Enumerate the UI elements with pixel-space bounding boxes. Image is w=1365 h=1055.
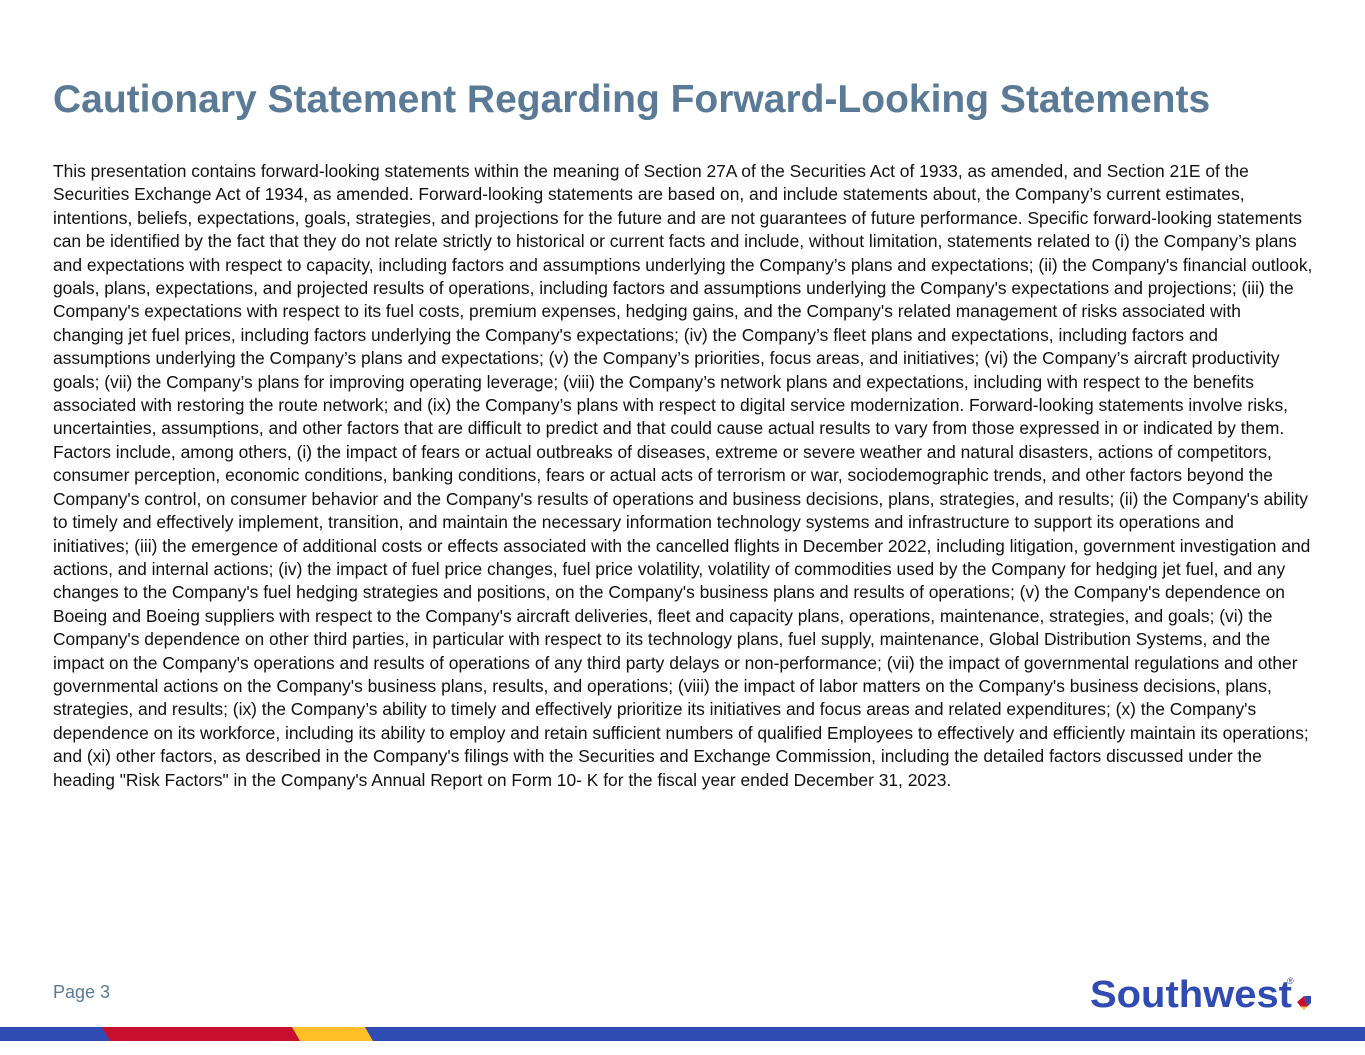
stripe-white-gap [0, 1041, 1365, 1055]
stripe-yellow [292, 1027, 373, 1041]
page-number: Page 3 [53, 982, 111, 1002]
stripe-blue-right [365, 1027, 1365, 1041]
brand-stripe [0, 1025, 1365, 1055]
slide-title: Cautionary Statement Regarding Forward-Looking Statements [53, 78, 1211, 121]
southwest-logo [1088, 968, 1318, 1018]
heart-icon [1297, 996, 1311, 1010]
stripe-blue-left [0, 1027, 120, 1041]
forward-looking-statement-body: This presentation contains forward-looking statements within the meaning of Section 27A of the Securities Act of 1933, as amended, and Section 21E of the Securities Exchange Act of 1934, as amended. Forward-looking statements are based on, and include statements about, the Company’s current estimates, intentions, beliefs, expectations, goals, strategies, and projections for the future and are not guarantees of future performance. Specific forward-looking statements can be identified by the fact that they do not relate strictly to historical or current facts and include, without limitation, statements related to (i) the Company’s plans and expectations with respect to capacity, including factors and assumptions underlying the Company’s plans and expectations; (ii) the Company's financial outlook, goals, plans, expectations, and projected results of operations, including factors and assumptions underlying the Company's expectations and projections; (iii) the Company's expectations with respect to its fuel costs, premium expenses, hedging gains, and the Company's related management of risks associated with changing jet fuel prices, including factors underlying the Company's expectations; (iv) the Company’s fleet plans and expectations, including factors and assumptions underlying the Company’s plans and expectations; (v) the Company’s priorities, focus areas, and initiatives; (vi) the Company’s aircraft productivity goals; (vii) the Company’s plans for improving operating leverage; (viii) the Company’s network plans and expectations, including with respect to the benefits associated with restoring the route network; and (ix) the Company’s plans with respect to digital service modernization. Forward-looking statements involve risks, uncertainties, assumptions, and other factors that are difficult to predict and that could cause actual results to vary from those expressed in or indicated by them. Factors include, among others, (i) the impact of fears or actual outbreaks of diseases, extreme or severe weather and natural disasters, actions of competitors, consumer perception, economic conditions, banking conditions, fears or actual acts of terrorism or war, sociodemographic trends, and other factors beyond the Company's control, on consumer behavior and the Company's results of operations and business decisions, plans, strategies, and results; (ii) the Company's ability to timely and effectively implement, transition, and maintain the necessary information technology systems and infrastructure to support its operations and initiatives; (iii) the emergence of additional costs or effects associated with the cancelled flights in December 2022, including litigation, government investigation and actions, and internal actions; (iv) the impact of fuel price changes, fuel price volatility, volatility of commodities used by the Company for hedging jet fuel, and any changes to the Company's fuel hedging strategies and positions, on the Company's business plans and results of operations; (v) the Company's dependence on Boeing and Boeing suppliers with respect to the Company's aircraft deliveries, fleet and capacity plans, operations, maintenance, strategies, and goals; (vi) the Company's dependence on other third parties, in particular with respect to its technology plans, fuel supply, maintenance, Global Distribution Systems, and the impact on the Company's operations and results of operations of any third party delays or non-performance; (vii) the impact of governmental regulations and other governmental actions on the Company's business plans, results, and operations; (viii) the impact of labor matters on the Company's business decisions, plans, strategies, and results; (ix) the Company’s ability to timely and effectively prioritize its initiatives and focus areas and related expenditures; (x) the Company's dependence on its workforce, including its ability to employ and retain sufficient numbers of qualified Employees to effectively and efficiently maintain its operations; and (xi) other factors, as described in the Company's filings with the Securities and Exchange Commission, including the detailed factors discussed under the heading "Risk Factors" in the Company's Annual Report on Form 10- K for the fiscal year ended December 31, 2023. [53, 161, 1313, 790]
registered-mark: ® [1287, 976, 1294, 986]
stripe-red [102, 1027, 300, 1041]
southwest-logo-wordmark: Southwest [1090, 974, 1293, 1016]
